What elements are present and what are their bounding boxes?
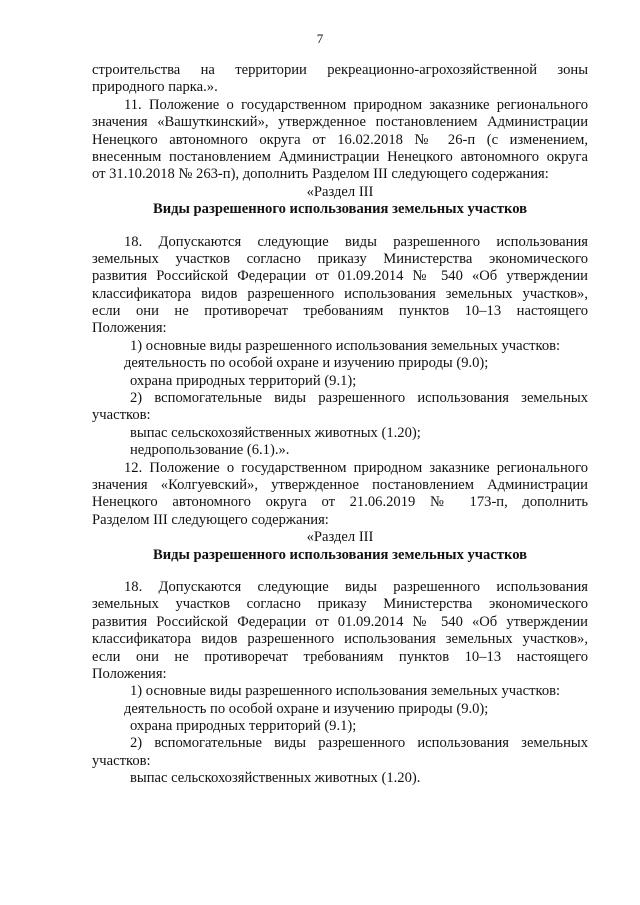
- text-line: деятельность по особой охране и изучению природы (9.0);: [124, 700, 489, 717]
- text-line: 2) вспомогательные виды разрешенного использования земельных: [130, 735, 588, 752]
- text-line: выпас сельскохозяйственных животных (1.20).: [130, 770, 421, 787]
- text-line: классификатора видов разрешенного использования земельных участков»,: [92, 631, 588, 648]
- text-line: охрана природных территорий (9.1);: [130, 718, 357, 735]
- text-line: 18. Допускаются следующие виды разрешенного использования: [124, 578, 588, 595]
- text-line: развития Российской Федерации от 01.09.2014 № 540 «Об утверждении: [92, 613, 588, 630]
- text-line: строительства на территории рекреационно-агрохозяйственной зоны: [92, 62, 588, 78]
- text-line: Разделом III следующего содержания:: [92, 511, 329, 528]
- paragraph-spacer: [92, 219, 588, 234]
- text-line: Положения:: [92, 320, 167, 337]
- section-label: «Раздел III: [306, 183, 374, 200]
- text-line: развития Российской Федерации от 01.09.2014 № 540 «Об утверждении: [92, 268, 588, 285]
- text-line: 12. Положение о государственном природном заказнике регионального: [124, 459, 588, 476]
- text-line: Ненецкого автономного округа от 16.02.2018 № 26-п (с изменением,: [92, 131, 588, 148]
- text-line: природного парка.».: [92, 79, 218, 96]
- text-line: участков:: [92, 407, 151, 424]
- text-line: 18. Допускаются следующие виды разрешенного использования: [124, 233, 588, 250]
- text-line: охрана природных территорий (9.1);: [130, 372, 357, 389]
- text-line: земельных участков согласно приказу Министерства экономического: [92, 250, 588, 267]
- text-line: 2) вспомогательные виды разрешенного использования земельных: [130, 390, 588, 407]
- text-line: недропользование (6.1).».: [130, 442, 290, 459]
- text-line: значения «Вашуткинский», утвержденное постановлением Администрации: [92, 114, 588, 131]
- text-line: значения «Колгуевский», утвержденное постановлением Администрации: [92, 476, 588, 493]
- text-line: если они не противоречат требованиям пунктов 10–13 настоящего: [92, 303, 588, 320]
- section-label: «Раздел III: [306, 529, 374, 546]
- text-line: 11. Положение о государственном природном заказнике регионального: [124, 96, 588, 113]
- text-line: выпас сельскохозяйственных животных (1.20);: [130, 424, 421, 441]
- text-line: классификатора видов разрешенного использования земельных участков»,: [92, 285, 588, 302]
- document-body: [92, 62, 588, 788]
- section-heading: Виды разрешенного использования земельных участков: [152, 546, 528, 563]
- text-line: участков:: [92, 752, 151, 769]
- text-line: Ненецкого автономного округа от 21.06.2019 № 173-п, дополнить: [92, 494, 588, 511]
- text-line: деятельность по особой охране и изучению природы (9.0);: [124, 355, 489, 372]
- text-line: земельных участков согласно приказу Министерства экономического: [92, 596, 588, 613]
- text-line: 1) основные виды разрешенного использования земельных участков:: [130, 683, 561, 700]
- section-heading: Виды разрешенного использования земельных участков: [152, 201, 528, 218]
- text-line: 1) основные виды разрешенного использования земельных участков:: [130, 337, 561, 354]
- page-number: 7: [316, 31, 324, 46]
- text-line: внесенным постановлением Администрации Ненецкого автономного округа: [92, 148, 588, 165]
- text-line: от 31.10.2018 № 263-п), дополнить Разделом III следующего содержания:: [92, 166, 549, 183]
- text-line: Положения:: [92, 665, 167, 682]
- text-line: если они не противоречат требованиям пунктов 10–13 настоящего: [92, 648, 588, 665]
- paragraph-spacer: [92, 564, 588, 579]
